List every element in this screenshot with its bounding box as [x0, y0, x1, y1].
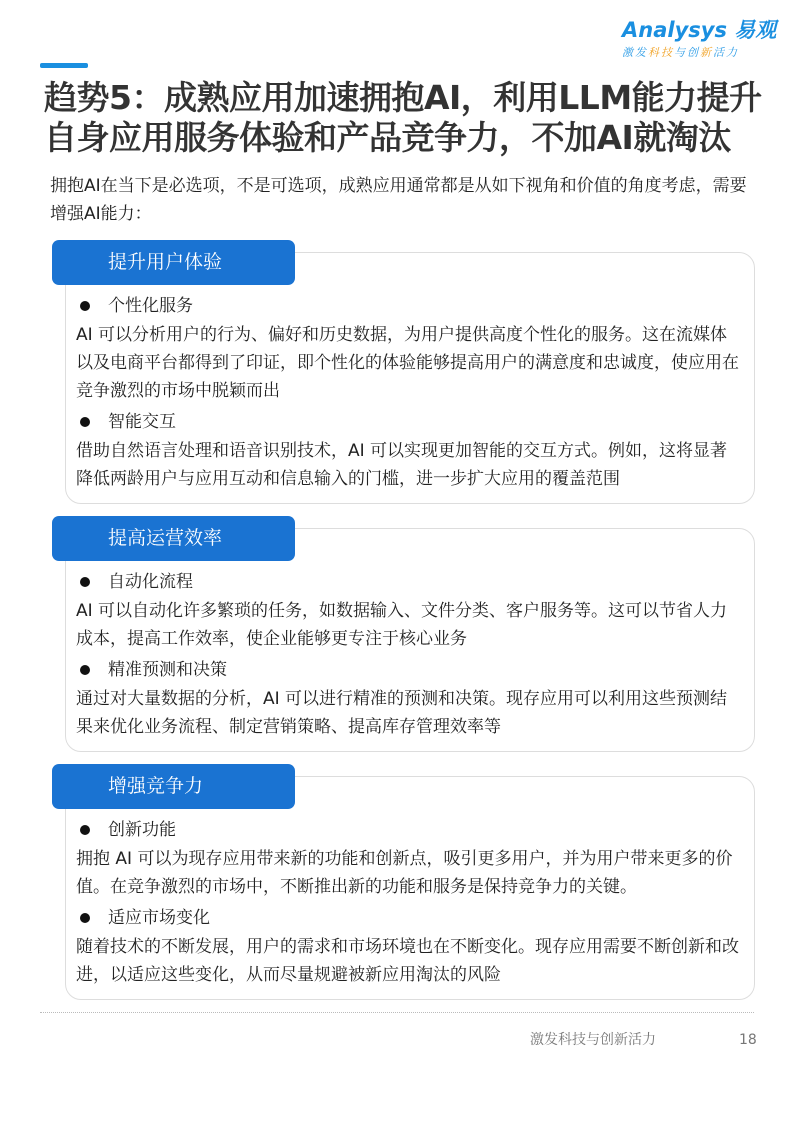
- page-title: 趋势5：成熟应用加速拥抱AI，利用LLM能力提升自身应用服务体验和产品竞争力，不加AI就淘汰: [44, 78, 762, 157]
- item-text: AI 可以分析用户的行为、偏好和历史数据，为用户提供高度个性化的服务。这在流媒体以及电商平台都得到了印证，即个性化的体验能够提高用户的满意度和忠诚度，使应用在竞争激烈的市场中脱颖而出: [76, 325, 739, 401]
- item-text: AI 可以自动化许多繁琐的任务，如数据输入、文件分类、客户服务等。这可以节省人力成本，提高工作效率，使企业能够更专注于核心业务: [76, 601, 728, 649]
- title-accent-bar: [40, 63, 88, 68]
- bullet-icon: [80, 417, 90, 427]
- item-text: 借助自然语言处理和语音识别技术，AI 可以实现更加智能的交互方式。例如，这将显著降低两龄用户与应用互动和信息输入的门槛，进一步扩大应用的覆盖范围: [76, 441, 728, 489]
- page-number: 18: [739, 1032, 757, 1048]
- section-box: [65, 528, 755, 752]
- logo-brand: Analysys 易观: [622, 18, 777, 42]
- bullet-icon: [80, 665, 90, 675]
- item-text: 拥抱 AI 可以为现存应用带来新的功能和创新点，吸引更多用户，并为用户带来更多的价值。在竞争激烈的市场中，不断推出新的功能和服务是保持竞争力的关键。: [76, 849, 733, 897]
- footer-slogan: 激发科技与创新活力: [530, 1032, 656, 1048]
- logo-slogan: 激发科技与创新活力: [622, 46, 739, 59]
- section-tab: 提高运营效率: [52, 516, 295, 561]
- item-heading: 个性化服务: [76, 291, 744, 321]
- bullet-icon: [80, 301, 90, 311]
- section-box: [65, 776, 755, 1000]
- bullet-icon: [80, 577, 90, 587]
- section-competitiveness: [40, 764, 764, 1000]
- item-heading: 创新功能: [76, 815, 744, 845]
- item-heading: 适应市场变化: [76, 903, 744, 933]
- intro-text: 拥抱AI在当下是必选项，不是可选项，成熟应用通常都是从如下视角和价值的角度考虑，需要增强AI能力：: [50, 176, 747, 224]
- item-heading: 智能交互: [76, 407, 744, 437]
- section-tab: 提升用户体验: [52, 240, 295, 285]
- item-heading: 自动化流程: [76, 567, 744, 597]
- bullet-icon: [80, 825, 90, 835]
- section-operational-efficiency: [40, 516, 764, 752]
- item-text: 随着技术的不断发展，用户的需求和市场环境也在不断变化。现存应用需要不断创新和改进，以适应这些变化，从而尽量规避被新应用淘汰的风险: [76, 937, 739, 985]
- section-box: [65, 252, 755, 504]
- analysys-logo: [622, 18, 782, 60]
- item-heading: 精准预测和决策: [76, 655, 744, 685]
- section-user-experience: [40, 240, 764, 504]
- item-text: 通过对大量数据的分析，AI 可以进行精准的预测和决策。现存应用可以利用这些预测结果来优化业务流程、制定营销策略、提高库存管理效率等: [76, 689, 728, 737]
- section-tab: 增强竞争力: [52, 764, 295, 809]
- footer: [40, 1012, 757, 1062]
- bullet-icon: [80, 913, 90, 923]
